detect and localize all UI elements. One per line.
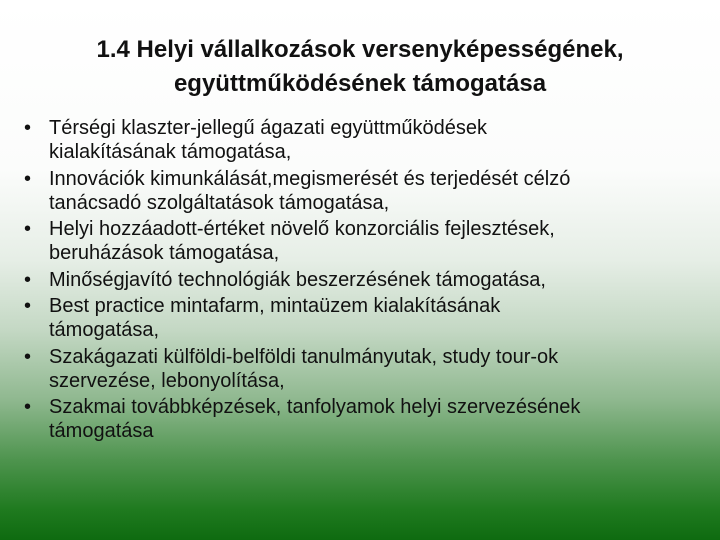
bullet-item-7 — [24, 395, 704, 443]
bullet-text-line: tanácsadó szolgáltatások támogatása, — [49, 191, 390, 214]
bullet-text — [49, 217, 704, 265]
bullet-marker: • — [24, 218, 32, 240]
bullet-text-line: beruházások támogatása, — [49, 242, 280, 264]
slide-title — [20, 33, 700, 101]
bullet-item-3 — [24, 217, 704, 265]
bullet-text-line: Szakmai továbbképzések, tanfolyamok helyi szervezésének — [49, 396, 581, 418]
bullet-item-6 — [24, 345, 704, 393]
bullet-item-2 — [24, 167, 704, 215]
bullet-text-line: Best practice mintafarm, mintaüzem kialakításának — [49, 295, 501, 317]
bullet-text-line: Helyi hozzáadott-értéket növelő konzorciális fejlesztések, — [49, 218, 555, 240]
bullet-list — [24, 116, 704, 446]
bullet-text — [49, 268, 704, 292]
bullet-item-1 — [24, 116, 704, 164]
bullet-text — [49, 345, 704, 393]
bullet-marker: • — [24, 295, 32, 317]
bullet-marker: • — [24, 268, 32, 291]
bullet-text-line: szervezése, lebonyolítása, — [49, 369, 285, 392]
bullet-text — [49, 116, 704, 164]
bullet-marker: • — [24, 117, 32, 139]
bullet-text — [49, 167, 704, 215]
bullet-text — [49, 395, 704, 443]
bullet-text-line: kialakításának támogatása, — [49, 141, 292, 163]
bullet-marker: • — [24, 345, 32, 368]
bullet-text-line: Térségi klaszter-jellegű ágazati együttműködések — [49, 117, 487, 139]
bullet-marker: • — [24, 396, 32, 418]
slide-title-line-1: 1.4 Helyi vállalkozások versenyképességének, — [96, 36, 624, 63]
bullet-item-4 — [24, 268, 704, 292]
bullet-text-line: támogatása — [49, 420, 154, 442]
bullet-text — [49, 294, 704, 342]
bullet-text-line: Minőségjavító technológiák beszerzésének támogatása, — [49, 268, 546, 291]
bullet-text-line: támogatása, — [49, 319, 160, 341]
bullet-item-5 — [24, 294, 704, 342]
slide-title-line-2: együttműködésének támogatása — [173, 70, 547, 97]
bullet-marker: • — [24, 167, 32, 190]
bullet-text-line: Innovációk kimunkálását,megismerését és terjedését célzó — [49, 167, 571, 190]
bullet-text-line: Szakágazati külföldi-belföldi tanulmányutak, study tour-ok — [49, 345, 559, 368]
